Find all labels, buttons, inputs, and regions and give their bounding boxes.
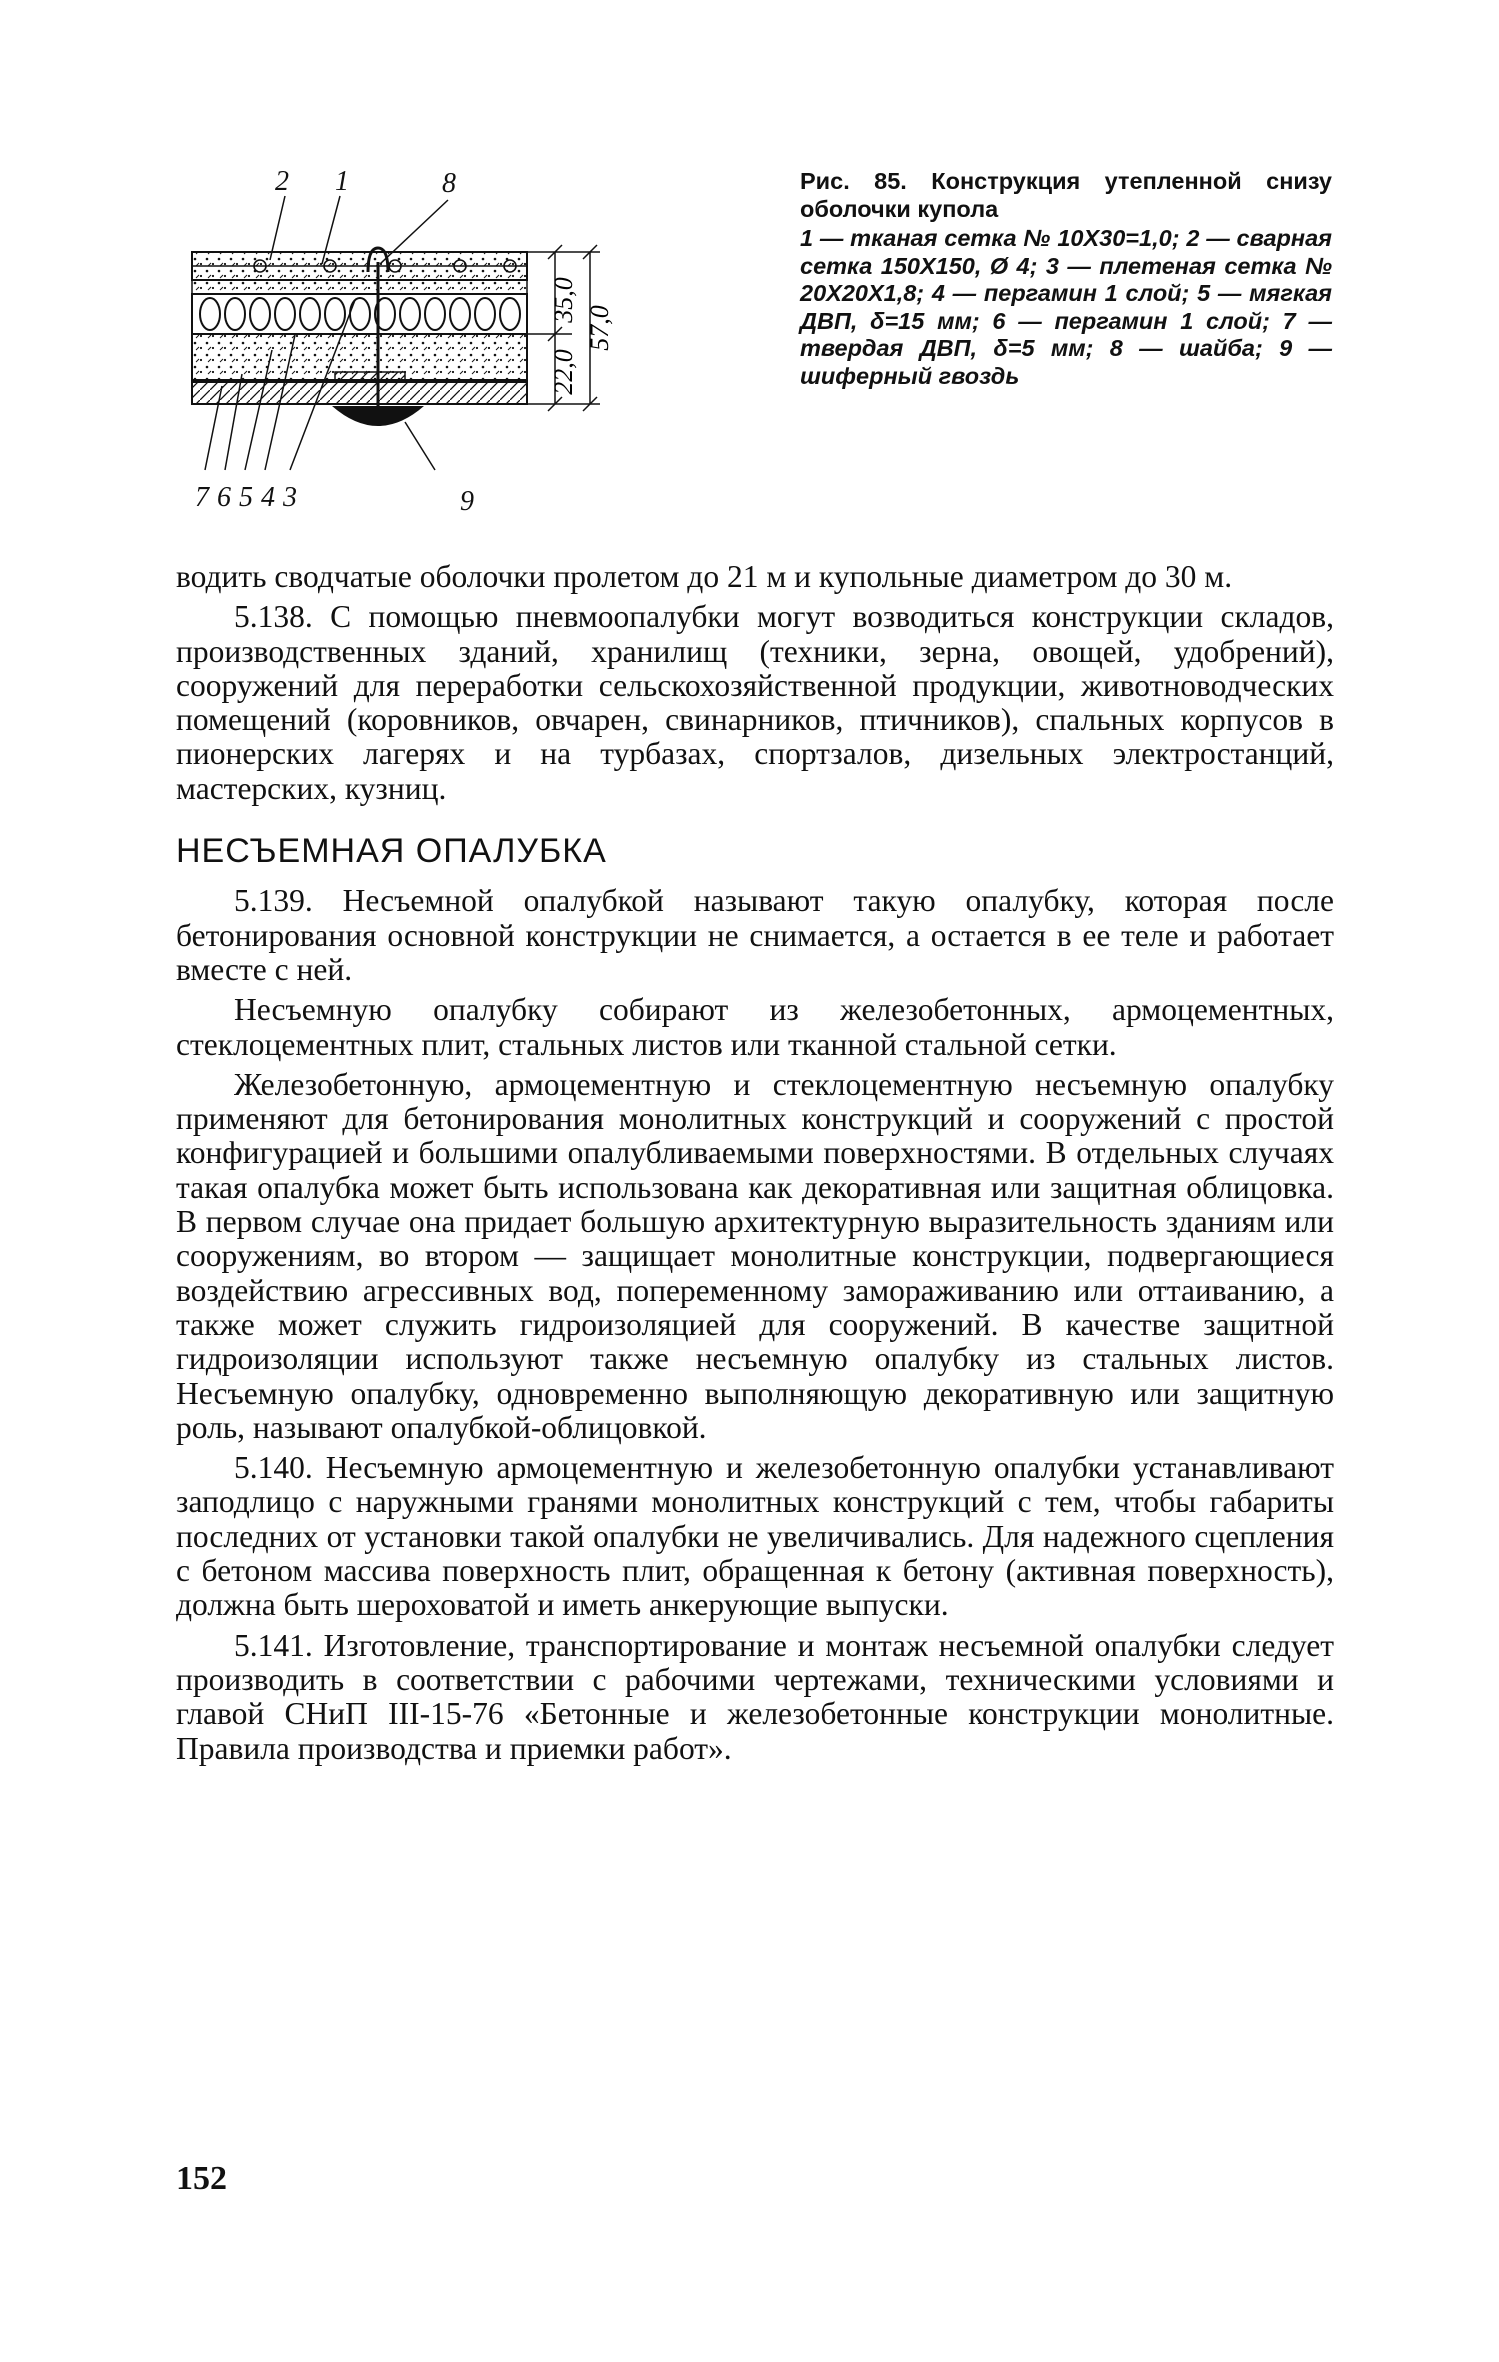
- figure-label: 2: [275, 166, 289, 197]
- figure-caption: [800, 168, 1332, 390]
- paragraph-5-139: 5.139. Несъемной опалубкой называют такую опалубку, которая после бетонирования основной конструкции не снимается, а остается в ее теле и работает вместе с ней.: [176, 883, 1334, 987]
- paragraph-5-140: 5.140. Несъемную армоцементную и железобетонную опалубки устанавливают заподлицо с наружными гранями монолитных конструкций с тем, чтобы габариты последних от установки такой опалубки не увеличивались. Для надежного сцепления с бетоном массива поверхность плит, обращенная к бетону (активная поверхность), должна быть шероховатой и иметь анкерующие выпуски.: [176, 1450, 1334, 1623]
- figure-label: 4: [261, 482, 275, 513]
- figure-label: 5: [239, 482, 253, 513]
- figure-label: 8: [442, 168, 456, 199]
- caption-legend: 1 — тканая сетка № 10Х30=1,0; 2 — сварная сетка 150Х150, Ø 4; 3 — плетеная сетка № 20Х20Х1,8; 4 — пергамин 1 слой; 5 — мягкая ДВП, δ=15 мм; 6 — пергамин 1 слой; 7 — твердая ДВП, δ=5 мм; 8 — шайба; 9 — шиферный гвоздь: [800, 225, 1332, 389]
- main-text: [176, 560, 1334, 1766]
- paragraph-5-138: 5.138. С помощью пневмоопалубки могут возводиться конструкции складов, производственных зданий, хранилищ (техники, зерна, овощей, удобрений), сооружений для переработки сельскохозяйственной продукции, животноводческих помещений (коровников, овчарен, свинарников, птичников), спальных корпусов в пионерских лагерях и на турбазах, спортзалов, дизельных электростанций, мастерских, кузниц.: [176, 599, 1334, 806]
- figure-label: 6: [217, 482, 231, 513]
- figure-label: 7: [195, 482, 209, 513]
- paragraph: водить сводчатые оболочки пролетом до 21 м и купольные диаметром до 30 м.: [176, 559, 1233, 594]
- page-number: 152: [176, 2160, 227, 2197]
- caption-title: Рис. 85. Конструкция утепленной снизу оболочки купола: [800, 168, 1332, 222]
- dimension-label: 57,0: [585, 305, 614, 351]
- figure-label: 1: [335, 166, 349, 197]
- dimension-label: 35,0: [549, 277, 578, 323]
- figure-dome-shell-section: [180, 160, 720, 530]
- paragraph: Железобетонную, армоцементную и стеклоцементную несъемную опалубку применяют для бетонирования монолитных конструкций и сооружений с простой конфигурацией и большими опалубливаемыми поверхностями. В отдельных случаях такая опалубка может быть использована как декоративная или защитная облицовка. В первом случае она придает большую архитектурную выразительность зданиям или сооружениям, во втором — защищает монолитные конструкции, подвергающиеся воздействию агрессивных вод, попеременному замораживанию или оттаиванию, а также может служить гидроизоляцией для сооружений. В качестве защитной гидроизоляции используют также несъемную опалубку из стальных листов. Несъемную опалубку, одновременно выполняющую декоративную или защитную роль, называют опалубкой-облицовкой.: [176, 1066, 1334, 1445]
- dimension-label: 22,0: [549, 349, 578, 395]
- mesh-loop-layer: [192, 294, 527, 334]
- figure-label: 3: [283, 482, 297, 513]
- section-title: НЕСЪЕМНАЯ ОПАЛУБКА: [176, 832, 607, 871]
- paragraph: Несъемную опалубку собирают из железобетонных, армоцементных, стеклоцементных плит, стальных листов или тканной стальной сетки.: [176, 992, 1334, 1062]
- washer: [332, 406, 424, 426]
- dome-shell-diagram: [180, 160, 720, 530]
- hard-fiberboard-layer: [192, 382, 527, 404]
- figure-label: 9: [460, 486, 474, 517]
- paragraph-5-141: 5.141. Изготовление, транспортирование и монтаж несъемной опалубки следует производить в соответствии с рабочими чертежами, техническими условиями и главой СНиП III-15-76 «Бетонные и железобетонные конструкции монолитные. Правила производства и приемки работ».: [176, 1627, 1334, 1766]
